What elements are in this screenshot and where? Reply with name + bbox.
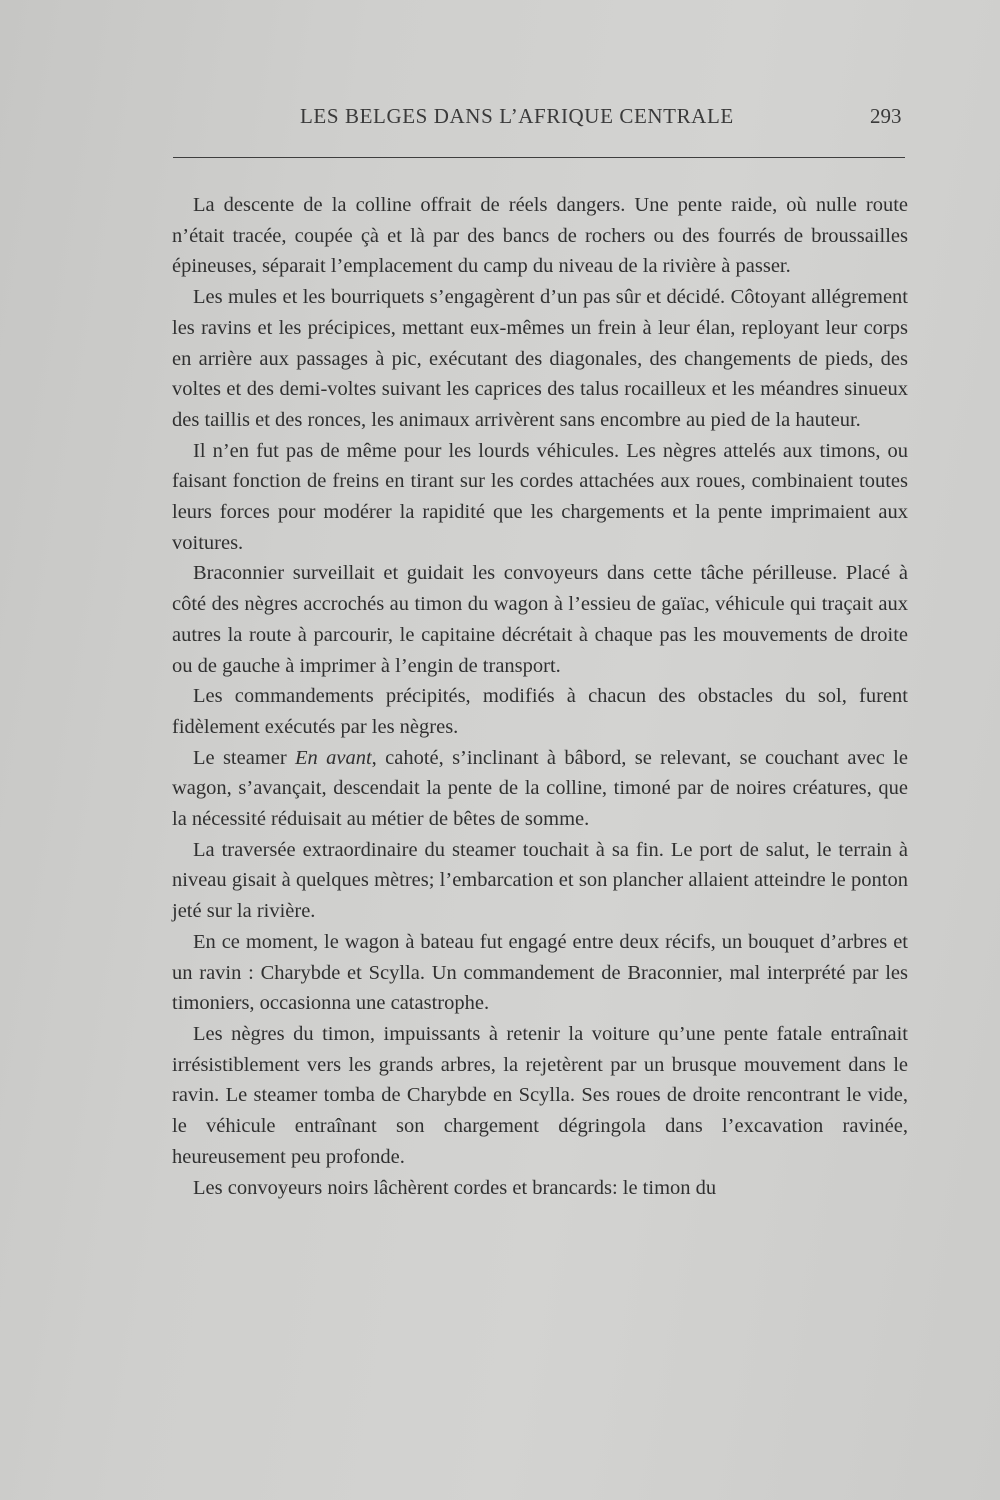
- paragraph: [172, 743, 908, 835]
- paragraph: Les commandements précipités, modifiés à chacun des obstacles du sol, furent fidèlement exécutés par les nègres.: [172, 685, 908, 738]
- paragraph-text: Le steamer: [193, 746, 296, 769]
- body-text: [172, 190, 908, 1203]
- ship-name-italic: En avant: [295, 746, 372, 769]
- page-number: 293: [870, 104, 902, 128]
- paragraph: Les convoyeurs noirs lâchèrent cordes et brancards: le timon du: [193, 1176, 717, 1199]
- paragraph: Braconnier surveillait et guidait les convoyeurs dans cette tâche périlleuse. Placé à côté des nègres accrochés au timon du wagon à l’essieu de gaïac, véhicule qui traçait aux autres la route à parcourir, le capitaine décrétait à chaque pas les mouvements de droite ou de gauche à imprimer à l’engin de transport.: [172, 562, 908, 677]
- paragraph: La descente de la colline offrait de réels dangers. Une pente raide, où nulle route n’était tracée, coupée çà et là par des bancs de rochers ou des fourrés de broussailles épineuses, séparait l’emplacement du camp du niveau de la rivière à passer.: [172, 194, 908, 278]
- paragraph: En ce moment, le wagon à bateau fut engagé entre deux récifs, un bouquet d’arbres et un ravin : Charybde et Scylla. Un commandement de Braconnier, mal interprété par les timoniers, occasionna une catastrophe.: [172, 930, 908, 1015]
- paragraph: Les mules et les bourriquets s’engagèrent d’un pas sûr et décidé. Côtoyant allégrement les ravins et les précipices, mettant eux-mêmes un frein à leur élan, reployant leur corps en arrière aux passages à pic, exécutant des diagonales, des changements de pieds, des voltes et des demi-voltes suivant les caprices des talus rocailleux et les méandres sinueux des taillis et des ronces, les animaux arrivèrent sans encombre au pied de la hauteur.: [172, 286, 908, 431]
- paragraph: Il n’en fut pas de même pour les lourds véhicules. Les nègres attelés aux timons, ou faisant fonction de freins en tirant sur les cordes attachées aux roues, combinaient toutes leurs forces pour modérer la rapidité que les chargements et la pente imprimaient aux voitures.: [172, 439, 908, 554]
- paragraph-text: , cahoté, s’inclinant à bâbord, se relevant, se couchant avec le wagon, s’avançait, descendait la pente de la colline, timoné par de noires créatures, que la nécessité réduisait au métier de bêtes de somme.: [172, 746, 908, 831]
- paragraph: Les nègres du timon, impuissants à retenir la voiture qu’une pente fatale entraînait irrésistiblement vers les grands arbres, la rejetèrent par un brusque mouvement dans le ravin. Le steamer tomba de Charybde en Scylla. Ses roues de droite rencontrant le vide, le véhicule entraînant son chargement dégringola dans l’excavation ravinée, heureusement peu profonde.: [172, 1022, 908, 1168]
- header-rule: [173, 157, 905, 158]
- running-title: LES BELGES DANS L’AFRIQUE CENTRALE: [300, 104, 734, 128]
- paragraph: La traversée extraordinaire du steamer touchait à sa fin. Le port de salut, le terrain à niveau gisait à quelques mètres; l’embarcation et son plancher allaient atteindre le ponton jeté sur la rivière.: [172, 838, 908, 923]
